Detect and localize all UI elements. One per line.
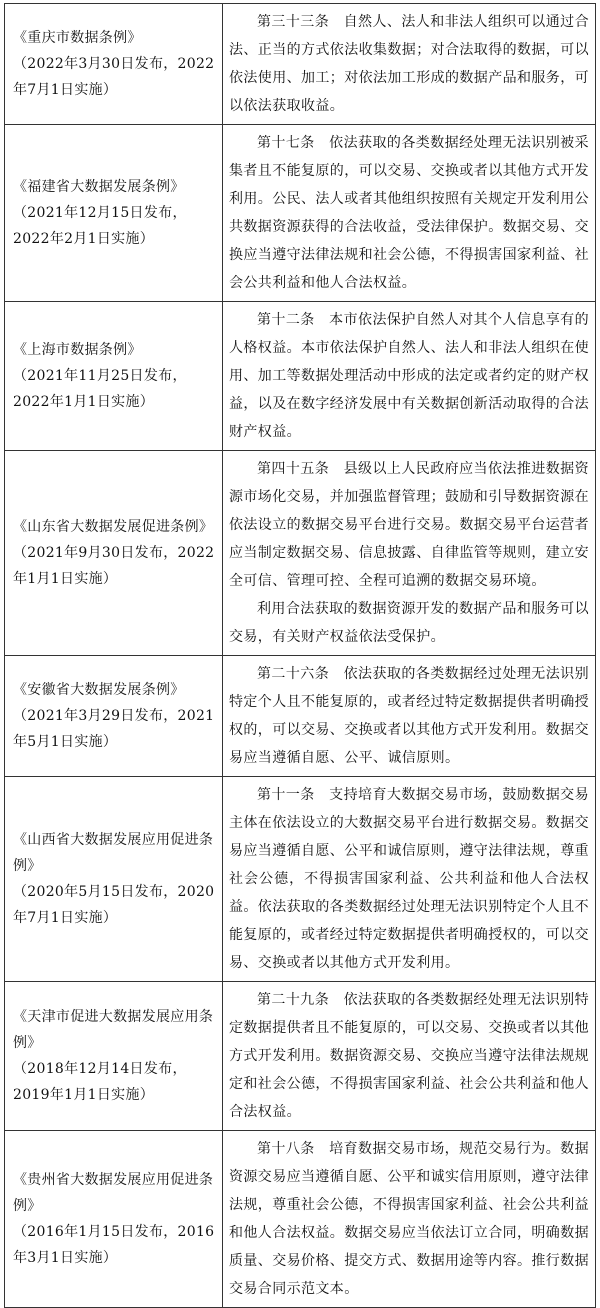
article-cell xyxy=(223,302,596,451)
regulation-dates: （2021年3月29日发布，2021年5月1日实施） xyxy=(13,708,215,750)
regulation-dates: （2022年3月30日发布，2022年7月1日实施） xyxy=(13,56,215,98)
article-cell xyxy=(223,125,596,302)
article-text: 第二十六条 依法获取的各类数据经过处理无法识别特定个人且不能复原的，或者经过特定数据提供者明确授权的，可以交易、交换或者以其他方式开发利用。数据交易应当遵循自愿、公平、诚信原则。 xyxy=(229,666,589,766)
article-text: 第三十三条 自然人、法人和非法人组织可以通过合法、正当的方式依法收集数据；对合法取得的数据，可以依法使用、加工；对依法加工形成的数据产品和服务，可以依法获取收益。 xyxy=(229,14,589,114)
article-text: 第四十五条 县级以上人民政府应当依法推进数据资源市场化交易，并加强监督管理；鼓励和引导数据资源在依法设立的数据交易平台进行交易。数据交易平台运营者应当制定数据交易、信息披露、自律监管等规则，建立安全可信、管理可控、全程可追溯的数据交易环境。 xyxy=(229,461,589,589)
table-row xyxy=(5,302,596,451)
regulation-name-cell xyxy=(5,1131,223,1308)
article-text: 利用合法获取的数据资源开发的数据产品和服务可以交易，有关财产权益依法受保护。 xyxy=(229,601,589,645)
regulation-title: 《山东省大数据发展促进条例》 xyxy=(13,519,214,535)
regulation-dates: （2021年9月30日发布，2022年1月1日实施） xyxy=(13,545,215,587)
article-cell xyxy=(223,656,596,777)
table-row xyxy=(5,982,596,1131)
regulation-title: 《山西省大数据发展应用促进条例》 xyxy=(13,832,214,874)
regulation-name-cell xyxy=(5,656,223,777)
article-text: 第十二条 本市依法保护自然人对其个人信息享有的人格权益。本市依法保护自然人、法人和非法人组织在使用、加工等数据处理活动中形成的法定或者约定的财产权益，以及在数字经济发展中有关数据创新活动取得的合法财产权益。 xyxy=(229,312,589,440)
article-cell xyxy=(223,777,596,982)
regulation-name-cell xyxy=(5,777,223,982)
regulation-dates: （2021年12月15日发布，2022年2月1日实施） xyxy=(13,205,187,247)
regulation-dates: （2016年1月15日发布，2016年3月1日实施） xyxy=(13,1224,215,1266)
article-cell xyxy=(223,1131,596,1308)
regulation-dates: （2018年12月14日发布，2019年1月1日实施） xyxy=(13,1061,187,1103)
regulation-name-cell xyxy=(5,125,223,302)
regulation-name-cell xyxy=(5,982,223,1131)
regulation-title: 《贵州省大数据发展应用促进条例》 xyxy=(13,1172,214,1214)
table-row xyxy=(5,451,596,656)
regulation-name-cell xyxy=(5,4,223,125)
table-row xyxy=(5,1131,596,1308)
table-row xyxy=(5,4,596,125)
article-text: 第二十九条 依法获取的各类数据经处理无法识别特定数据提供者且不能复原的，可以交易、交换或者以其他方式开发利用。数据资源交易、交换应当遵守法律法规规定和社会公德，不得损害国家利益、社会公共利益和他人合法权益。 xyxy=(229,992,589,1120)
regulation-name-cell xyxy=(5,451,223,656)
regulation-dates: （2020年5月15日发布，2020年7月1日实施） xyxy=(13,884,215,926)
regulation-title: 《上海市数据条例》 xyxy=(13,342,142,358)
regulation-title: 《天津市促进大数据发展应用条例》 xyxy=(13,1009,214,1051)
table-row xyxy=(5,777,596,982)
article-text: 第十八条 培育数据交易市场，规范交易行为。数据资源交易应当遵循自愿、公平和诚实信用原则，遵守法律法规，尊重社会公德，不得损害国家利益、社会公共利益和他人合法权益。数据交易应当依法订立合同，明确数据质量、交易价格、提交方式、数据用途等内容。推行数据交易合同示范文本。 xyxy=(229,1141,589,1297)
regulation-dates: （2021年11月25日发布，2022年1月1日实施） xyxy=(13,368,187,410)
regulation-name-cell xyxy=(5,302,223,451)
table-row xyxy=(5,125,596,302)
regulations-table xyxy=(4,3,596,1308)
table-row xyxy=(5,656,596,777)
article-cell xyxy=(223,4,596,125)
article-cell xyxy=(223,451,596,656)
article-text: 第十一条 支持培育大数据交易市场，鼓励数据交易主体在依法设立的大数据交易平台进行数据交易。数据交易应当遵循自愿、公平和诚信原则，遵守法律法规，尊重社会公德，不得损害国家利益、公共利益和他人合法权益。依法获取的各类数据经过处理无法识别特定个人且不能复原的，或者经过特定数据提供者明确授权的，可以交易、交换或者以其他方式开发利用。 xyxy=(229,787,589,971)
regulation-title: 《安徽省大数据发展条例》 xyxy=(13,682,185,698)
regulation-title: 《福建省大数据发展条例》 xyxy=(13,179,185,195)
article-text: 第十七条 依法获取的各类数据经处理无法识别被采集者且不能复原的，可以交易、交换或者以其他方式开发利用。公民、法人或者其他组织按照有关规定开发利用公共数据资源获得的合法收益，受法律保护。数据交易、交换应当遵守法律法规和社会公德，不得损害国家利益、社会公共利益和他人合法权益。 xyxy=(229,135,589,291)
article-cell xyxy=(223,982,596,1131)
regulation-title: 《重庆市数据条例》 xyxy=(13,30,142,46)
